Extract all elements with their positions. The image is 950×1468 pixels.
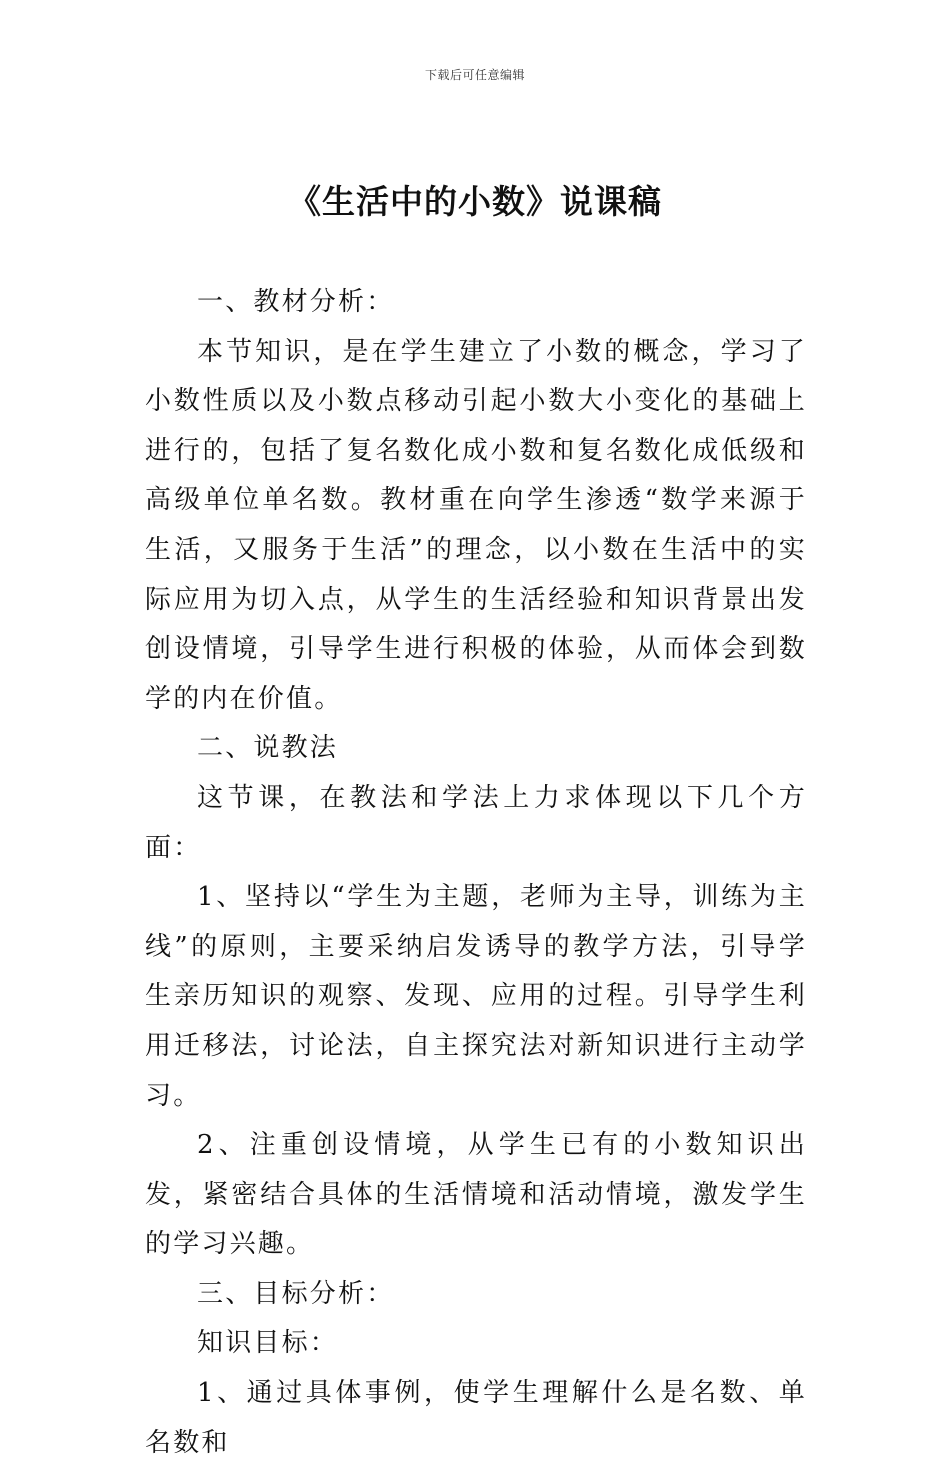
subheading-knowledge-objective: 知识目标： xyxy=(197,1328,339,1359)
document-body xyxy=(145,278,807,1468)
section-heading-teaching-method: 二、说教法 xyxy=(197,733,339,764)
paragraph-textbook-analysis: 本节知识，是在学生建立了小数的概念，学习了小数性质以及小数点移动引起小数大小变化的基础上进行的，包括了复名数化成小数和复名数化成低级和高级单位单名数。教材重在向学生渗透“数学来源于生活，又服务于生活”的理念，以小数在生活中的实际应用为切入点，从学生的生活经验和知识背景出发创设情境，引导学生进行积极的体验，从而体会到数学的内在价值。 xyxy=(145,336,807,714)
section-heading-textbook-analysis: 一、教材分析： xyxy=(197,287,395,317)
paragraph-teaching-intro: 这节课，在教法和学法上力求体现以下几个方面： xyxy=(145,782,807,863)
header-note: 下载后可任意编辑 xyxy=(424,68,525,82)
document-title: 《生活中的小数》说课稿 xyxy=(288,182,662,221)
section-heading-objective-analysis: 三、目标分析： xyxy=(197,1278,395,1309)
paragraph-method-point-1: 1、坚持以“学生为主题，老师为主导，训练为主线”的原则，主要采纳启发诱导的教学方法，引导学生亲历知识的观察、发现、应用的过程。引导学生利用迁移法，讨论法，自主探究法对新知识进行主动学习。 xyxy=(145,882,807,1111)
paragraph-method-point-2: 2、注重创设情境，从学生已有的小数知识出发，紧密结合具体的生活情境和活动情境，激发学生的学习兴趣。 xyxy=(145,1130,807,1260)
paragraph-objective-point-1: 1、通过具体事例，使学生理解什么是名数、单名数和 xyxy=(145,1378,807,1458)
